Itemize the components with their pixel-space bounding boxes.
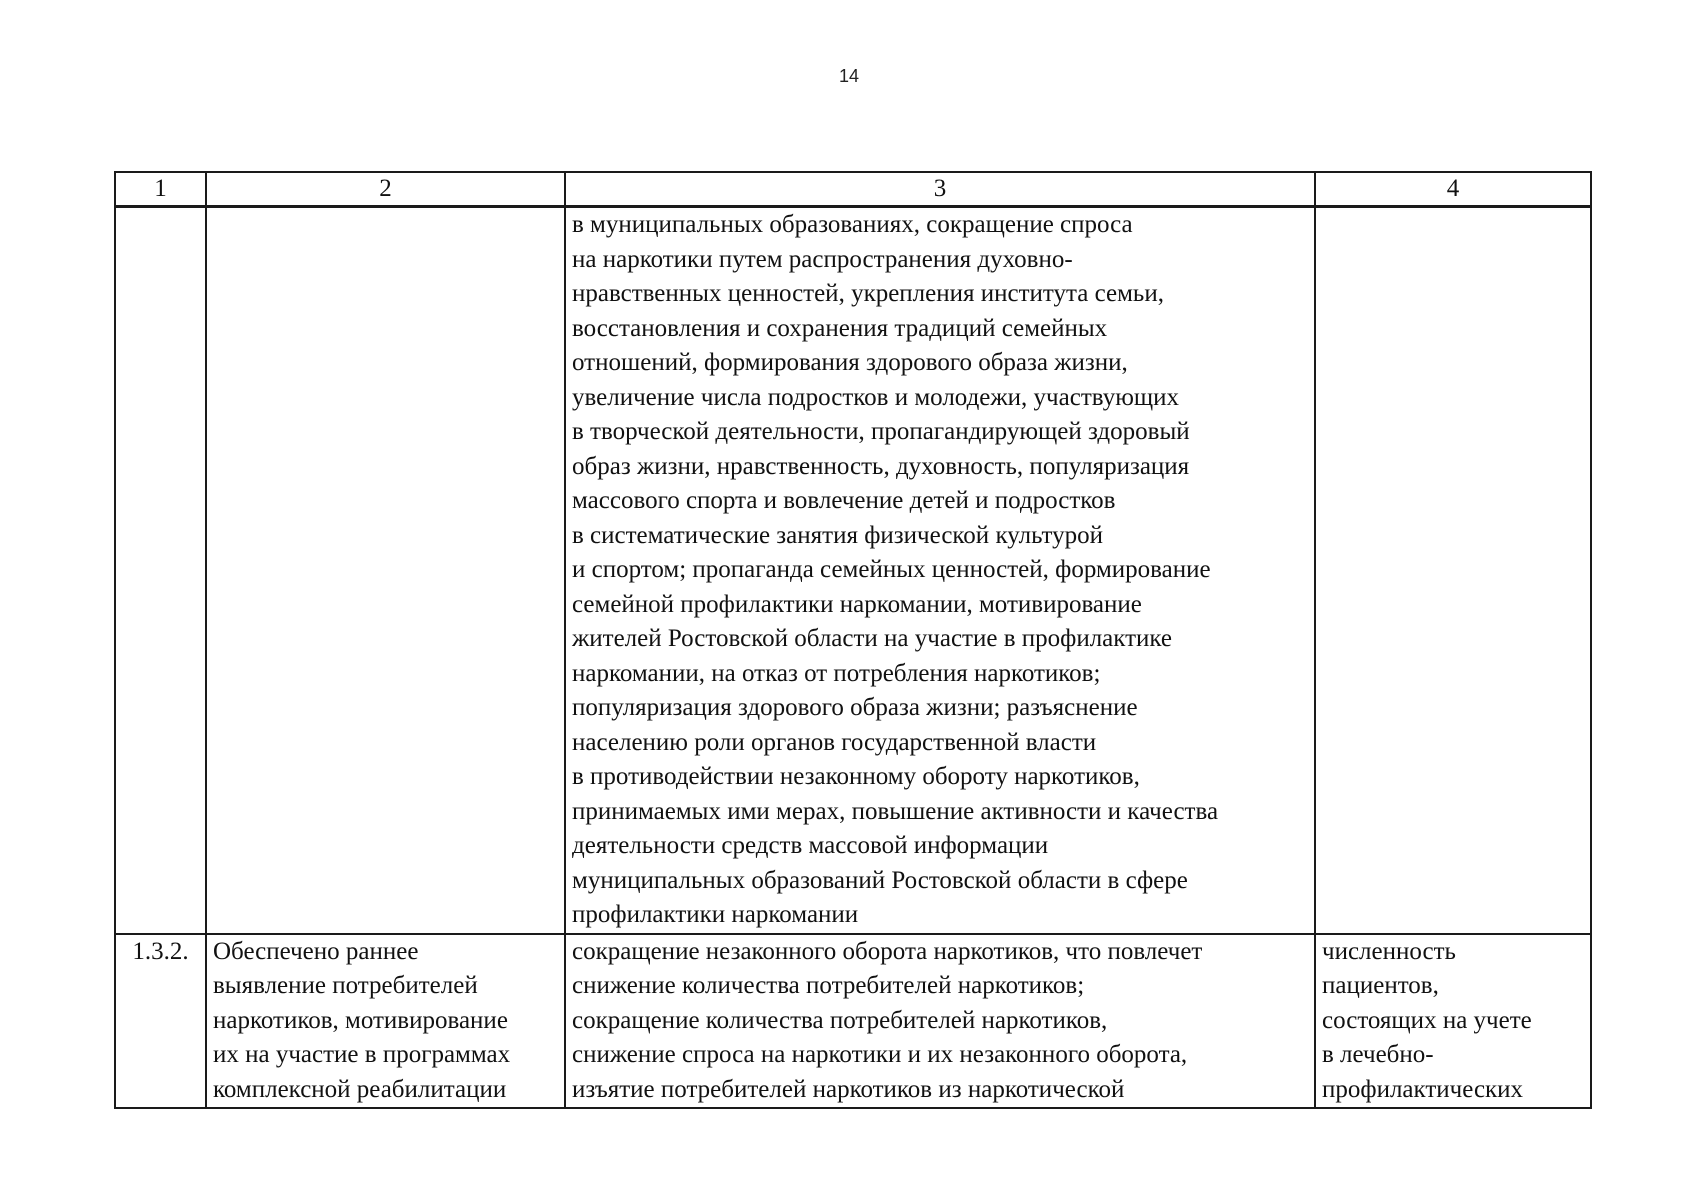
text-line: изъятие потребителей наркотиков из наркотической [572, 1075, 1125, 1103]
text-line: увеличение числа подростков и молодежи, участвующих [572, 383, 1179, 411]
text-line: наркотиков, мотивирование [213, 1006, 508, 1034]
text-line: сокращение незаконного оборота наркотиков, что повлечет [572, 937, 1203, 965]
indicator-cell [1315, 934, 1591, 1109]
result-cell [206, 934, 565, 1109]
table-row [115, 934, 1591, 1109]
text-line: популяризация здорового образа жизни; разъяснение [572, 694, 1138, 721]
text-line: в муниципальных образованиях, сокращение спроса [572, 211, 1133, 238]
column-header-1: 1 [115, 172, 206, 207]
effects-cell [565, 207, 1315, 934]
indicator-cell [1315, 207, 1591, 934]
text-line: состоящих на учете [1322, 1006, 1532, 1034]
text-line: пациентов, [1322, 972, 1439, 999]
text-line: численность [1322, 937, 1456, 965]
text-line: восстановления и сохранения традиций семейных [572, 314, 1108, 342]
column-header-4: 4 [1315, 172, 1591, 207]
row-number-cell: 1.3.2. [115, 934, 206, 1109]
text-line: в лечебно- [1322, 1041, 1434, 1068]
text-line: комплексной реабилитации [213, 1075, 507, 1103]
text-line: нравственных ценностей, укрепления института семьи, [572, 280, 1164, 307]
text-line: населению роли органов государственной власти [572, 728, 1097, 756]
page-number: 14 [838, 66, 860, 86]
effects-cell [565, 934, 1315, 1109]
text-line: выявление потребителей [213, 972, 478, 999]
table-row [115, 207, 1591, 934]
text-line: снижение количества потребителей наркотиков; [572, 972, 1085, 999]
text-line: принимаемых ими мерах, повышение активности и качества [572, 797, 1219, 825]
program-table [114, 171, 1592, 1109]
text-line: на наркотики путем распространения духовно- [572, 245, 1073, 273]
text-line: жителей Ростовской области на участие в профилактике [572, 625, 1173, 652]
text-line: профилактических [1322, 1075, 1524, 1103]
text-line: муниципальных образований Ростовской области в сфере [572, 866, 1188, 894]
text-line: сокращение количества потребителей наркотиков, [572, 1006, 1108, 1034]
text-line: и спортом; пропаганда семейных ценностей, формирование [572, 556, 1211, 583]
text-line: наркомании, на отказ от потребления наркотиков; [572, 659, 1101, 687]
text-line: семейной профилактики наркомании, мотивирование [572, 590, 1142, 618]
text-line: в творческой деятельности, пропагандирующей здоровый [572, 418, 1190, 445]
column-header-2: 2 [206, 172, 565, 207]
table-header-row [115, 172, 1591, 207]
text-line: деятельности средств массовой информации [572, 832, 1049, 859]
text-line: их на участие в программах [213, 1041, 511, 1068]
text-line: снижение спроса на наркотики и их незаконного оборота, [572, 1041, 1188, 1068]
result-cell [206, 207, 565, 934]
text-line: отношений, формирования здорового образа жизни, [572, 349, 1128, 376]
row-number-cell [115, 207, 206, 934]
text-line: профилактики наркомании [572, 901, 859, 928]
column-header-3: 3 [565, 172, 1315, 207]
text-line: Обеспечено раннее [213, 937, 419, 965]
text-line: в систематические занятия физической культурой [572, 521, 1104, 549]
text-line: в противодействии незаконному обороту наркотиков, [572, 763, 1140, 790]
text-line: образ жизни, нравственность, духовность, популяризация [572, 452, 1190, 480]
text-line: массового спорта и вовлечение детей и подростков [572, 487, 1116, 514]
